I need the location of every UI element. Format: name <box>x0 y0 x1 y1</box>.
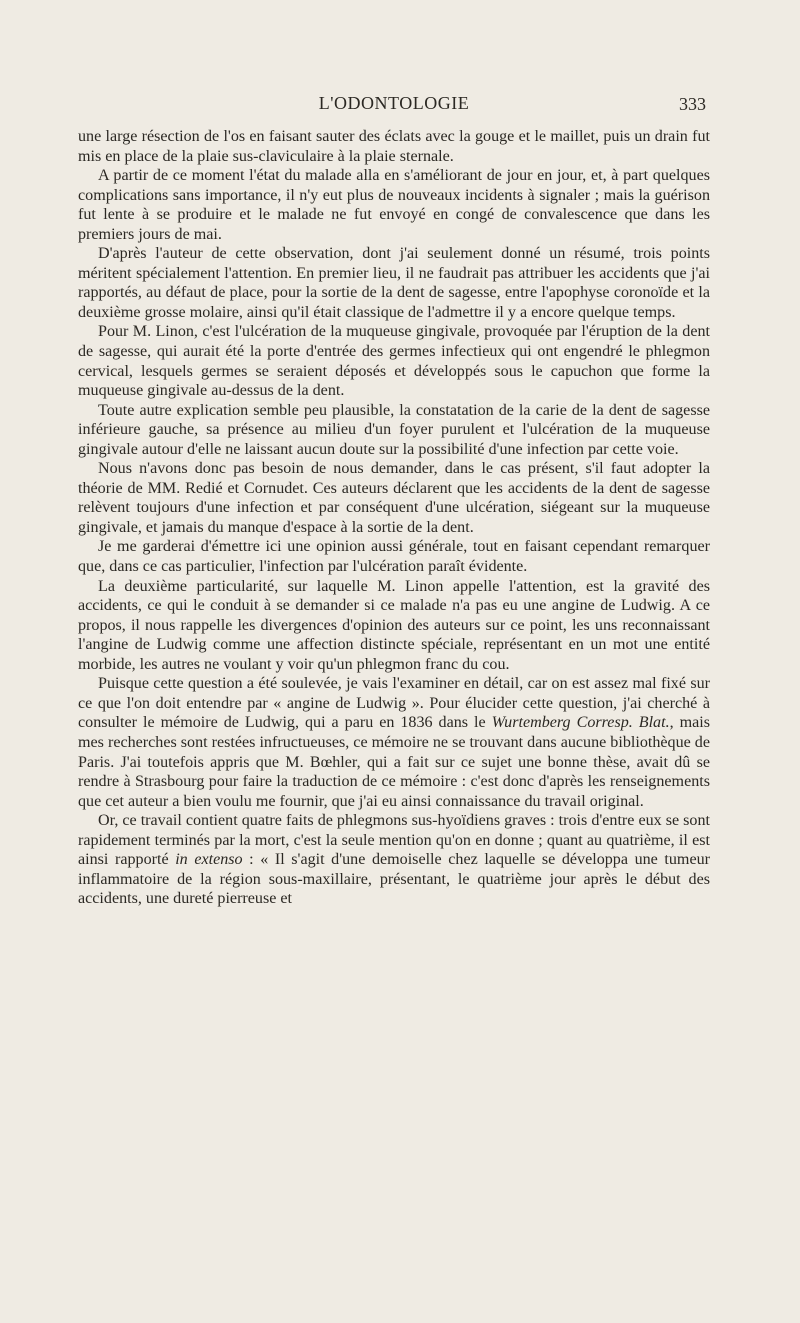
paragraph-4: Pour M. Linon, c'est l'ulcération de la muqueuse gingivale, provoquée par l'éruption de la dent de sagesse, qui aurait été la porte d'entrée des germes infectieux qui ont engendré le phlegmon cervical, lesquels germes se seraient déposés et développés sous le capuchon que forme la muqueuse gingivale au-dessus de la dent. <box>78 323 710 400</box>
latin-phrase: in extenso <box>175 851 243 869</box>
paragraph-6: Nous n'avons donc pas besoin de nous demander, dans le cas présent, s'il faut adopter la théorie de MM. Redié et Cornudet. Ces auteurs déclarent que les accidents de la dent de sagesse relèvent toujours d'une infection et par conséquent d'une ulcération, siégeant sur la muqueuse gingivale, et jamais du manque d'espace à la sortie de la dent. <box>78 460 710 536</box>
paragraph-1: une large résection de l'os en faisant sauter des éclats avec la gouge et le maillet, puis un drain fut mis en place de la plaie sus-claviculaire à la plaie sternale. <box>78 128 710 165</box>
body-text <box>78 127 710 909</box>
document-page <box>78 93 710 909</box>
text-segment: Or, ce travail contient quatre faits de phlegmons sus-hyoïdiens graves : trois d'entre eux se sont rapidement terminés par la mort, c'est la seule mention qu'on en donne ; quant au quatrième, il est ainsi rapporté <box>78 812 710 869</box>
paragraph-8: La deuxième particularité, sur laquelle M. Linon appelle l'attention, est la gravité des accidents, ce qui le conduit à se demander si ce malade n'a pas eu une angine de Ludwig. A ce propos, il nous rappelle les divergences d'opinion des auteurs sur ce point, les uns reconnaissant l'angine de Ludwig comme une affection distincte spéciale, représentant en un mot une entité morbide, les autres ne voulant y voir qu'un phlegmon franc du cou. <box>78 577 710 673</box>
paragraph-3: D'après l'auteur de cette observation, dont j'ai seulement donné un résumé, trois points méritent spécialement l'attention. En premier lieu, il ne faudrait pas attribuer les accidents que j'ai rapportés, au défaut de place, pour la sortie de la dent de sagesse, entre l'apophyse coronoïde et la deuxième grosse molaire, ainsi qu'il était classique de l'admettre il y a encore quelque temps. <box>78 245 710 321</box>
text-segment: Puisque cette question a été soulevée, je vais l'examiner en détail, car on est assez mal fixé sur ce que l'on doit entendre par « angine de Ludwig ». Pour élucider cette question, j'ai cherché à consulter le mémoire de Ludwig, qui a paru en 1836 dans le <box>78 675 710 732</box>
journal-title: L'ODONTOLOGIE <box>318 93 470 113</box>
journal-citation: Wurtemberg Corresp. Blat. <box>491 714 670 732</box>
paragraph-5: Toute autre explication semble peu plausible, la constatation de la carie de la dent de sagesse inférieure gauche, sa présence au milieu d'un foyer purulent et l'ulcération de la muqueuse gingivale autour d'elle ne laissant aucun doute sur la possibilité d'une infection par cette voie. <box>78 401 710 458</box>
paragraph-10 <box>78 811 710 909</box>
paragraph-2: A partir de ce moment l'état du malade alla en s'améliorant de jour en jour, et, à part quelques complications sans importance, il n'y eut plus de nouveaux incidents à signaler ; mais la guérison fut lente à se produire et le malade ne fut envoyé en congé de convalescence que dans les premiers jours de mai. <box>78 167 710 243</box>
paragraph-7: Je me garderai d'émettre ici une opinion aussi générale, tout en faisant cependant remarquer que, dans ce cas particulier, l'infection par l'ulcération paraît évidente. <box>78 538 710 576</box>
page-number: 333 <box>679 94 706 114</box>
paragraph-9 <box>78 674 710 811</box>
text-segment: : « Il s'agit d'une demoiselle chez laquelle se développa une tumeur inflammatoire de la région sous-maxillaire, présentant, le quatrième jour après le début des accidents, une dureté pierreuse et <box>78 851 710 908</box>
running-head <box>78 93 710 127</box>
text-segment: , mais mes recherches sont restées infructueuses, ce mémoire ne se trouvant dans aucune bibliothèque de Paris. J'ai toutefois appris que M. Bœhler, qui a fait sur ce sujet une bonne thèse, avait dû se rendre à Strasbourg pour faire la traduction de ce mémoire : c'est donc d'après les renseignements que cet auteur a bien voulu me fournir, que j'ai eu ainsi connaissance du travail original. <box>78 714 711 810</box>
